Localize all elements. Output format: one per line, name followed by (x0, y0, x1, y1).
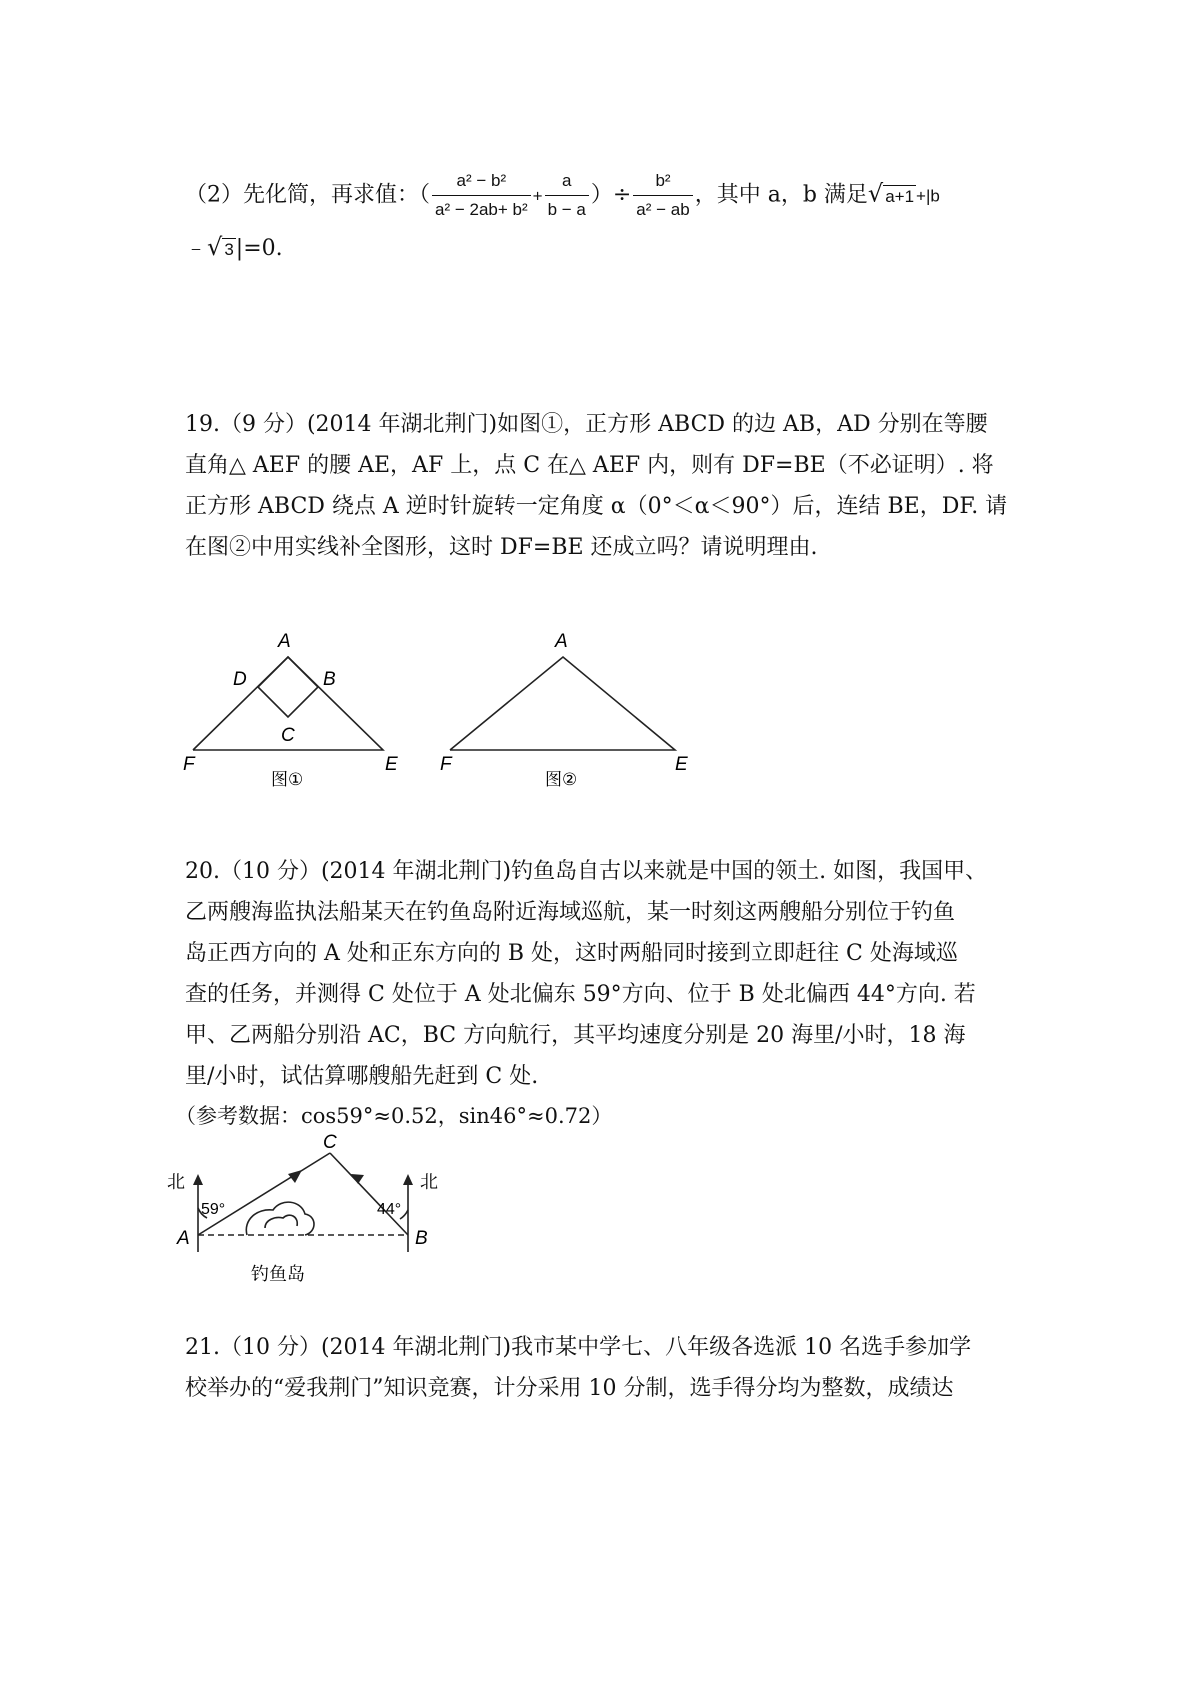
radicand-2: 3 (224, 240, 234, 259)
q20-line-6: 里/小时，试估算哪艘船先赶到 C 处. (185, 1064, 539, 1089)
fraction-1 (432, 170, 531, 221)
angle-label-44: 44° (377, 1201, 402, 1218)
island-contour (265, 1215, 297, 1228)
q20-figure (165, 1130, 465, 1295)
label-a-point: A (177, 1228, 190, 1249)
q20-line-3: 岛正西方向的 A 处和正东方向的 B 处，这时两船同时接到立即赶往 C 处海域巡 (185, 941, 958, 966)
route-bc (330, 1153, 408, 1235)
label-f-2: F (440, 754, 452, 775)
q19-figure-1 (175, 625, 415, 790)
fraction-3-denominator: a² − ab (636, 200, 690, 219)
q18-line2-suffix: |=0. (235, 236, 283, 261)
direction-arrow-ac (288, 1170, 302, 1183)
abs-open: +|b (916, 186, 940, 206)
q20-reference-data: （参考数据：cos59°≈0.52，sin46°≈0.72） (175, 1104, 613, 1128)
q19-line-3: 正方形 ABCD 绕点 A 逆时针旋转一定角度 α（0°＜α＜90°）后，连结 BE，DF. 请 (185, 494, 1008, 519)
q20-line-2: 乙两艘海监执法船某天在钓鱼岛附近海域巡航，某一时刻这两艘船分别位于钓鱼 (185, 900, 956, 925)
label-e-2: E (675, 754, 688, 775)
paren-close-divide: ）÷ (590, 182, 632, 208)
label-c-point: C (323, 1132, 337, 1153)
label-c: C (281, 725, 295, 746)
label-f: F (183, 754, 195, 775)
q20-line-5: 甲、乙两船分别沿 AC，BC 方向航行，其平均速度分别是 20 海里/小时，18 海 (185, 1023, 966, 1048)
caption-fig-2: 图② (545, 770, 578, 789)
angle-label-59: 59° (201, 1201, 226, 1218)
fraction-1-denominator: a² − 2ab+ b² (435, 200, 528, 219)
square-abcd (258, 657, 318, 717)
triangle-aef-2 (450, 657, 675, 750)
q19-figure-2 (435, 625, 705, 790)
label-a-2: A (555, 631, 568, 652)
q20-line-1: 20.（10 分）(2014 年湖北荆门)钓鱼岛自古以来就是中国的领土. 如图，我国甲、 (185, 859, 988, 884)
island-outline (246, 1202, 314, 1235)
label-b: B (323, 669, 336, 690)
north-arrow-a (193, 1174, 203, 1185)
radical-sign-1: √ (867, 179, 884, 208)
plus-sign: + (532, 186, 543, 206)
q18-prefix: （2）先化简，再求值：（ (185, 182, 430, 208)
q19-line-4: 在图②中用实线补全图形，这时 DF=BE 还成立吗？请说明理由. (185, 535, 818, 560)
direction-arrow-bc (351, 1174, 364, 1184)
q20-line-4: 查的任务，并测得 C 处位于 A 处北偏东 59°方向、位于 B 处北偏西 44°方向. 若 (185, 982, 976, 1007)
q18-line2-prefix: ﹣ (185, 236, 208, 261)
label-d: D (233, 669, 247, 690)
q21-line-2: 校举办的“爱我荆门”知识竞赛，计分采用 10 分制，选手得分均为整数，成绩达 (185, 1376, 954, 1401)
fraction-3-numerator: b² (633, 170, 692, 196)
q18-condition: ，其中 a，b 满足 (694, 182, 868, 208)
fraction-2-denominator: b − a (547, 200, 586, 219)
q18-line1 (185, 170, 940, 221)
label-e: E (385, 754, 398, 775)
north-arrow-b (403, 1174, 413, 1185)
island-label: 钓鱼岛 (251, 1264, 305, 1284)
label-a: A (278, 631, 291, 652)
route-ac (198, 1153, 330, 1235)
radical-sign-2: √ (207, 233, 223, 261)
fraction-2 (545, 170, 589, 221)
q19-line-1: 19.（9 分）(2014 年湖北荆门)如图①，正方形 ABCD 的边 AB，AD 分别在等腰 (185, 412, 988, 437)
north-label-b: 北 (420, 1172, 438, 1192)
fraction-1-numerator: a² − b² (432, 170, 531, 196)
fraction-2-numerator: a (545, 170, 589, 196)
fraction-3 (633, 170, 692, 221)
caption-fig-1: 图① (271, 770, 304, 789)
north-label-a: 北 (167, 1172, 185, 1192)
label-b-point: B (415, 1228, 428, 1249)
radicand-1: a+1 (885, 186, 915, 206)
q21-line-1: 21.（10 分）(2014 年湖北荆门)我市某中学七、八年级各选派 10 名选手参加学 (185, 1335, 972, 1360)
q19-line-2: 直角△ AEF 的腰 AE，AF 上，点 C 在△ AEF 内，则有 DF=BE（不必证明）. 将 (185, 453, 994, 478)
q18-line2 (185, 232, 283, 264)
